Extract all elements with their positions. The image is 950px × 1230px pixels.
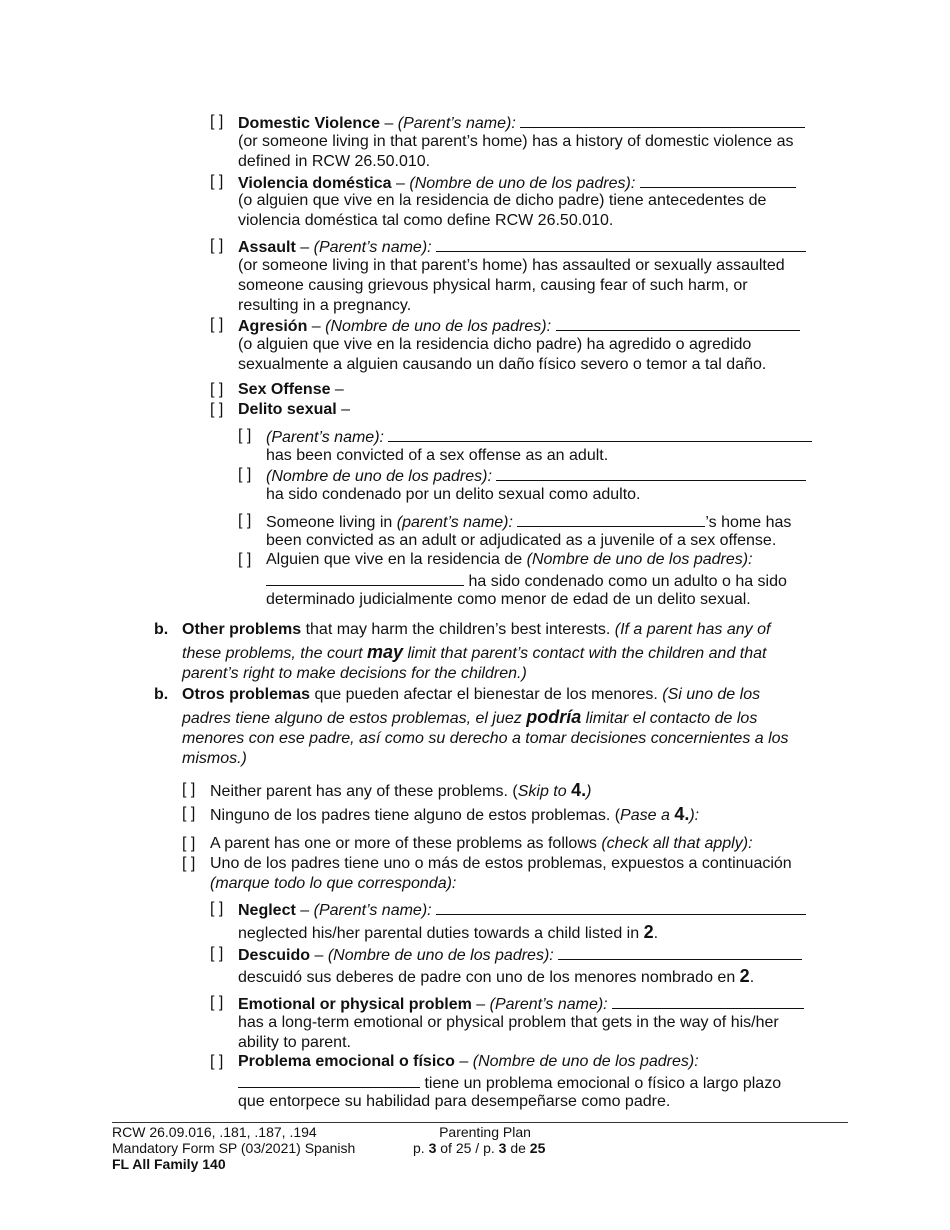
- other-es-line2: [182, 707, 757, 729]
- neither-en-num: 4.: [571, 780, 587, 800]
- neither-es-num: 4.: [674, 804, 690, 824]
- emotional-line3: ability to parent.: [238, 1034, 351, 1051]
- so2-heading: [266, 465, 806, 487]
- checkbox-neither-es[interactable]: [ ]: [182, 805, 196, 822]
- so1-line2: has been convicted of a sex offense as an adult.: [266, 447, 609, 464]
- neither-en-skip: Skip to: [517, 783, 572, 800]
- emotional-prompt: (Parent’s name):: [489, 996, 608, 1013]
- assault-line4: resulting in a pregnancy.: [238, 297, 412, 314]
- neglect-l2: neglected his/her parental duties towards a child listed in: [238, 925, 644, 942]
- neither-es-text: Ninguno de los padres tiene alguno de estos problemas. (: [210, 807, 621, 824]
- so4-pre: Alguien que vive en la residencia de: [266, 551, 527, 568]
- sex-offense-heading: [238, 380, 344, 400]
- checkbox-neglect[interactable]: [ ]: [210, 900, 224, 917]
- checkbox-emotional[interactable]: [ ]: [210, 994, 224, 1011]
- parent-en-ital: (check all that apply):: [601, 835, 753, 852]
- neglect-prompt: (Parent’s name):: [313, 902, 432, 919]
- descuido-num: 2: [739, 966, 750, 986]
- so3-post: ’s home has: [705, 514, 792, 531]
- descuido-title: Descuido: [238, 947, 311, 964]
- dv-name-field[interactable]: [520, 112, 805, 128]
- footer-family: FL All Family 140: [112, 1156, 226, 1172]
- checkbox-descuido[interactable]: [ ]: [210, 945, 224, 962]
- neither-es-skip: Pase a: [620, 807, 675, 824]
- agresion-prompt: (Nombre de uno de los padres):: [325, 318, 552, 335]
- assault-prompt: (Parent’s name):: [313, 239, 432, 256]
- other-es-rest: que pueden afectar el bienestar de los menores.: [310, 686, 663, 703]
- other-es-l2a: padres tiene alguno de estos problemas, el juez: [182, 710, 527, 727]
- other-es-title: Otros problemas: [182, 686, 311, 703]
- other-es-ital: (Si uno de los: [662, 686, 761, 703]
- assault-dash: –: [300, 239, 310, 256]
- footer-page-num2: 3: [498, 1140, 507, 1156]
- vd-line3: violencia doméstica tal como define RCW 26.50.010.: [238, 212, 614, 229]
- emocional-heading: [238, 1052, 699, 1072]
- checkbox-delito-sexual[interactable]: [ ]: [210, 401, 224, 418]
- emotional-title: Emotional or physical problem: [238, 996, 472, 1013]
- dv-title: Domestic Violence: [238, 115, 380, 132]
- other-es-letter: b.: [154, 686, 169, 703]
- sex-offense-dash: –: [330, 381, 344, 398]
- neither-es-line: [210, 804, 699, 826]
- checkbox-parent-es[interactable]: [ ]: [182, 855, 196, 872]
- dv-line3: defined in RCW 26.50.010.: [238, 153, 431, 170]
- other-en-l2a: these problems, the court: [182, 645, 367, 662]
- so1-prompt: (Parent’s name):: [266, 429, 384, 446]
- other-en-l2b: limit that parent’s contact with the children and that: [403, 645, 767, 662]
- other-en-line3: parent’s right to make decisions for the children.): [182, 665, 527, 682]
- assault-line3: someone causing grievous physical harm, causing fear of such harm, or: [238, 277, 748, 294]
- vd-dash: –: [396, 175, 405, 192]
- other-en-ital: (If a parent has any of: [614, 621, 771, 638]
- checkbox-so-alguien[interactable]: [ ]: [238, 551, 252, 568]
- descuido-prompt: (Nombre de uno de los padres):: [327, 947, 554, 964]
- parent-es-line: Uno de los padres tiene uno o más de estos problemas, expuestos a continuación: [210, 855, 792, 872]
- neglect-dash: –: [300, 902, 310, 919]
- vd-prompt: (Nombre de uno de los padres):: [409, 175, 636, 192]
- descuido-heading: [238, 944, 802, 966]
- footer-page-de: de: [506, 1140, 530, 1156]
- neglect-title: Neglect: [238, 902, 296, 919]
- other-es-l2b: limitar el contacto de los: [581, 710, 758, 727]
- checkbox-neither-en[interactable]: [ ]: [182, 781, 196, 798]
- dv-prompt: (Parent’s name):: [397, 115, 516, 132]
- emocional-line2: [238, 1072, 781, 1094]
- checkbox-domestic-violence[interactable]: [ ]: [210, 113, 224, 130]
- other-es-line3: menores con ese padre, así como su derecho a tomar decisiones concernientes a los: [182, 730, 789, 747]
- emocional-name-field[interactable]: [238, 1072, 420, 1088]
- descuido-line2: [238, 966, 754, 988]
- footer-page: [413, 1140, 545, 1156]
- footer-rule: [112, 1122, 848, 1123]
- agresion-name-field[interactable]: [556, 315, 800, 331]
- footer-page-total: 25: [529, 1140, 546, 1156]
- so1-heading: [266, 426, 812, 448]
- neither-en-text: Neither parent has any of these problems. (: [210, 783, 518, 800]
- neglect-end: .: [653, 925, 659, 942]
- so3-prompt: (parent’s name):: [396, 514, 513, 531]
- delito-sexual-title: Delito sexual: [238, 401, 337, 418]
- checkbox-parent-en[interactable]: [ ]: [182, 835, 196, 852]
- emocional-dash: –: [459, 1053, 469, 1070]
- agresion-line3: sexualmente a alguien causando un daño físico severo o temor a tal daño.: [238, 356, 767, 373]
- other-es-line1: [182, 685, 760, 705]
- so4-prompt: (Nombre de uno de los padres):: [526, 551, 753, 568]
- so2-name-field[interactable]: [496, 465, 806, 481]
- emotional-heading: [238, 993, 804, 1015]
- so1-name-field[interactable]: [388, 426, 812, 442]
- delito-sexual-heading: [238, 400, 350, 420]
- footer-title: Parenting Plan: [439, 1124, 531, 1140]
- emotional-dash: –: [476, 996, 486, 1013]
- neglect-line2: [238, 922, 658, 944]
- so3-line2: been convicted as an adult or adjudicated as a juvenile of a sex offense.: [266, 532, 777, 549]
- so3-heading: [266, 511, 791, 533]
- so2-prompt: (Nombre de uno de los padres):: [266, 468, 492, 485]
- checkbox-so-someone[interactable]: [ ]: [238, 512, 252, 529]
- checkbox-agresion[interactable]: [ ]: [210, 316, 224, 333]
- assault-name-field[interactable]: [436, 236, 806, 252]
- neither-en-line: [210, 780, 591, 802]
- so4-line2-text: ha sido condenado como un adulto o ha sido: [464, 573, 787, 590]
- parent-en-line: [210, 834, 753, 854]
- other-en-rest: that may harm the children’s best interests.: [301, 621, 615, 638]
- agresion-dash: –: [311, 318, 321, 335]
- vd-title: Violencia doméstica: [238, 175, 392, 192]
- parent-es-ital: (marque todo lo que corresponda):: [210, 875, 457, 892]
- dv-heading: [238, 112, 805, 134]
- assault-heading: [238, 236, 806, 258]
- assault-title: Assault: [238, 239, 296, 256]
- footer-page-pre: p.: [413, 1140, 429, 1156]
- so4-heading: [266, 550, 753, 570]
- checkbox-violencia-domestica[interactable]: [ ]: [210, 173, 224, 190]
- so3-pre: Someone living in: [266, 514, 397, 531]
- other-en-line1: [182, 620, 770, 640]
- footer-page-num: 3: [428, 1140, 437, 1156]
- other-en-letter: b.: [154, 621, 169, 638]
- other-es-podria: podría: [526, 707, 582, 727]
- descuido-l2: descuidó sus deberes de padre con uno de los menores nombrado en: [238, 969, 740, 986]
- so4-line3: determinado judicialmente como menor de edad de un delito sexual.: [266, 591, 751, 608]
- checkbox-so-parent[interactable]: [ ]: [238, 427, 252, 444]
- emocional-prompt: (Nombre de uno de los padres):: [472, 1053, 699, 1070]
- footer-form: Mandatory Form SP (03/2021) Spanish: [112, 1140, 356, 1156]
- other-en-line2: [182, 642, 766, 664]
- checkbox-so-padre[interactable]: [ ]: [238, 466, 252, 483]
- dv-line2: (or someone living in that parent’s home) has a history of domestic violence as: [238, 133, 794, 150]
- vd-name-field[interactable]: [640, 172, 796, 188]
- neither-en-close: ): [586, 783, 592, 800]
- so4-name-field[interactable]: [266, 570, 464, 586]
- footer-page-of: of 25 / p.: [436, 1140, 499, 1156]
- checkbox-assault[interactable]: [ ]: [210, 237, 224, 254]
- sex-offense-title: Sex Offense: [238, 381, 331, 398]
- agresion-heading: [238, 315, 800, 337]
- other-en-title: Other problems: [182, 621, 302, 638]
- neglect-name-field[interactable]: [436, 899, 806, 915]
- neglect-num: 2: [643, 922, 654, 942]
- dv-dash: –: [384, 115, 394, 132]
- emocional-line3: que entorpece su habilidad para desempeñarse como padre.: [238, 1093, 671, 1110]
- emocional-line2-text: tiene un problema emocional o físico a largo plazo: [420, 1075, 782, 1092]
- neither-es-close: ):: [689, 807, 700, 824]
- emocional-title: Problema emocional o físico: [238, 1053, 455, 1070]
- checkbox-sex-offense[interactable]: [ ]: [210, 381, 224, 398]
- emotional-line2: has a long-term emotional or physical problem that gets in the way of his/her: [238, 1014, 779, 1031]
- agresion-line2: (o alguien que vive en la residencia dicho padre) ha agredido o agredido: [238, 336, 752, 353]
- emotional-name-field[interactable]: [612, 993, 804, 1009]
- delito-sexual-dash: –: [336, 401, 351, 418]
- descuido-end: .: [749, 969, 755, 986]
- so4-line2: [266, 570, 787, 592]
- parent-en-text: A parent has one or more of these problems as follows: [210, 835, 602, 852]
- other-es-line4: mismos.): [182, 750, 247, 767]
- so3-name-field[interactable]: [517, 511, 705, 527]
- agresion-title: Agresión: [238, 318, 308, 335]
- neglect-heading: [238, 899, 806, 921]
- other-en-may: may: [366, 642, 404, 662]
- assault-line2: (or someone living in that parent’s home) has assaulted or sexually assaulted: [238, 257, 785, 274]
- checkbox-emocional[interactable]: [ ]: [210, 1053, 224, 1070]
- footer-rcw: RCW 26.09.016, .181, .187, .194: [112, 1124, 317, 1140]
- descuido-name-field[interactable]: [558, 944, 802, 960]
- descuido-dash: –: [314, 947, 324, 964]
- so2-line2: ha sido condenado por un delito sexual como adulto.: [266, 486, 641, 503]
- vd-line2: (o alguien que vive en la residencia de dicho padre) tiene antecedentes de: [238, 192, 767, 209]
